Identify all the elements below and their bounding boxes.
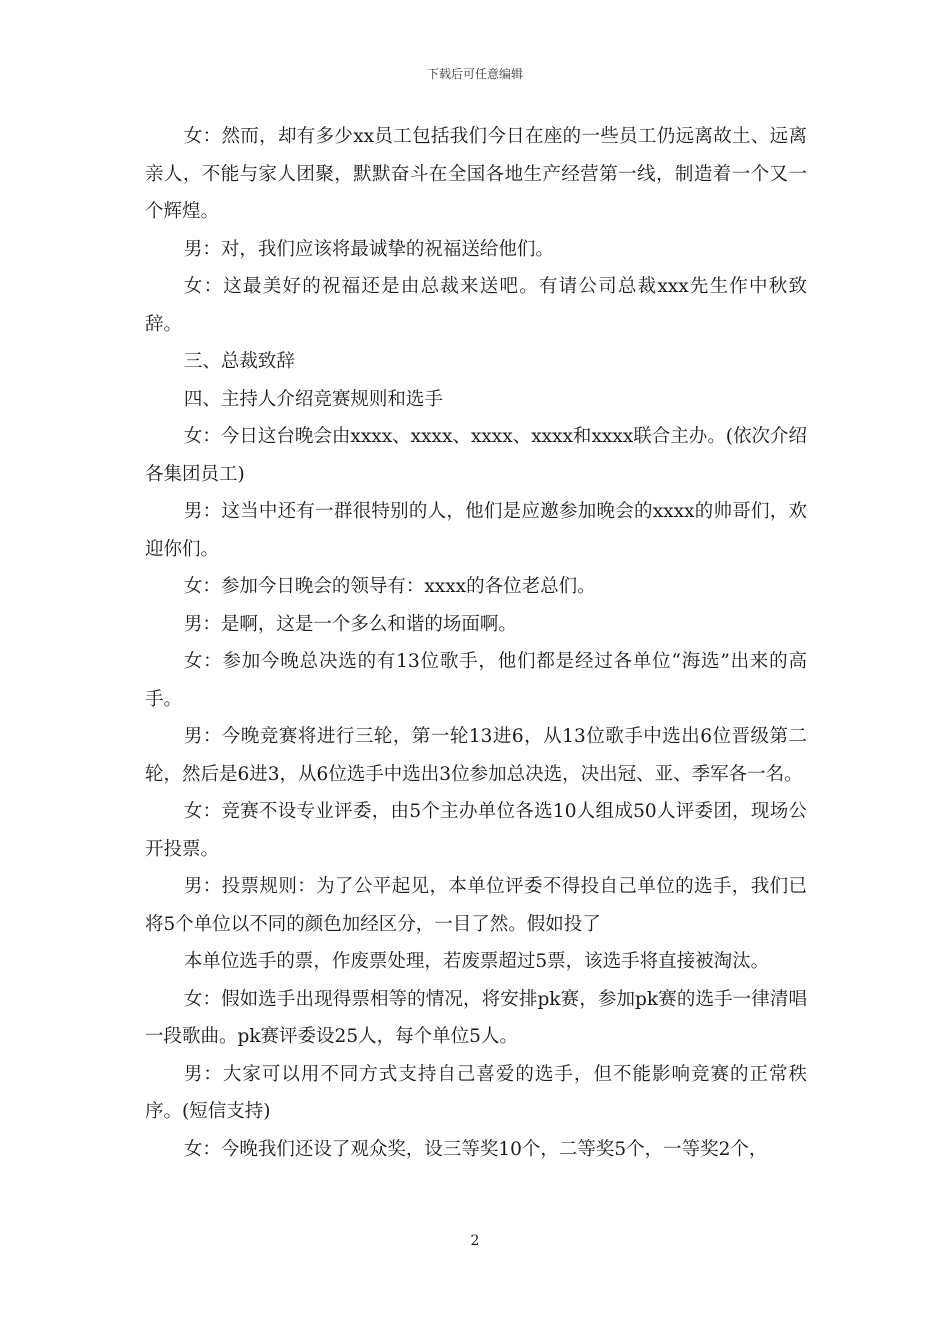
paragraph: 本单位选手的票，作废票处理，若废票超过5票，该选手将直接被淘汰。 [183,951,770,972]
paragraph: 女：今日这台晚会由xxxx、xxxx、xxxx、xxxx和xxxx联合主办。(依次介绍各集团员工) [145,426,807,485]
paragraph: 女：今晚我们还设了观众奖，设三等奖10个，二等奖5个，一等奖2个， [183,1138,768,1160]
paragraph: 女：参加今日晚会的领导有：xxxx的各位老总们。 [183,576,596,597]
paragraph: 女：然而，却有多少xx员工包括我们今日在座的一些员工仍远离故土、远离亲人，不能与家人团聚，默默奋斗在全国各地生产经营第一线，制造着一个又一个辉煌。 [145,126,807,222]
paragraph: 女：参加今晚总决选的有13位歌手，他们都是经过各单位“海选”出来的高手。 [145,651,807,710]
document-body [145,118,807,1168]
page-header: 下载后可任意编辑 [426,67,523,81]
paragraph: 男：对，我们应该将最诚挚的祝福送给他们。 [183,238,554,260]
paragraph: 男：投票规则：为了公平起见，本单位评委不得投自己单位的选手，我们已将5个单位以不同的颜色加经区分，一目了然。假如投了 [145,876,807,935]
page-number: 2 [470,1233,480,1249]
paragraph: 男：是啊，这是一个多么和谐的场面啊。 [183,613,517,635]
paragraph: 女：假如选手出现得票相等的情况，将安排pk赛，参加pk赛的选手一律清唱一段歌曲。pk赛评委设25人，每个单位5人。 [145,988,807,1047]
paragraph: 男：大家可以用不同方式支持自己喜爱的选手，但不能影响竞赛的正常秩序。(短信支持) [145,1063,807,1122]
section-heading: 三、总裁致辞 [183,351,295,372]
paragraph: 女：这最美好的祝福还是由总裁来送吧。有请公司总裁xxx先生作中秋致辞。 [145,276,807,335]
paragraph: 女：竞赛不设专业评委，由5个主办单位各选10人组成50人评委团，现场公开投票。 [145,801,807,860]
paragraph: 男：今晚竞赛将进行三轮，第一轮13进6，从13位歌手中选出6位晋级第二轮，然后是6进3，从6位选手中选出3位参加总决选，决出冠、亚、季军各一名。 [145,726,807,785]
paragraph: 男：这当中还有一群很特别的人，他们是应邀参加晚会的xxxx的帅哥们，欢迎你们。 [145,501,807,560]
section-heading: 四、主持人介绍竞赛规则和选手 [183,388,443,410]
